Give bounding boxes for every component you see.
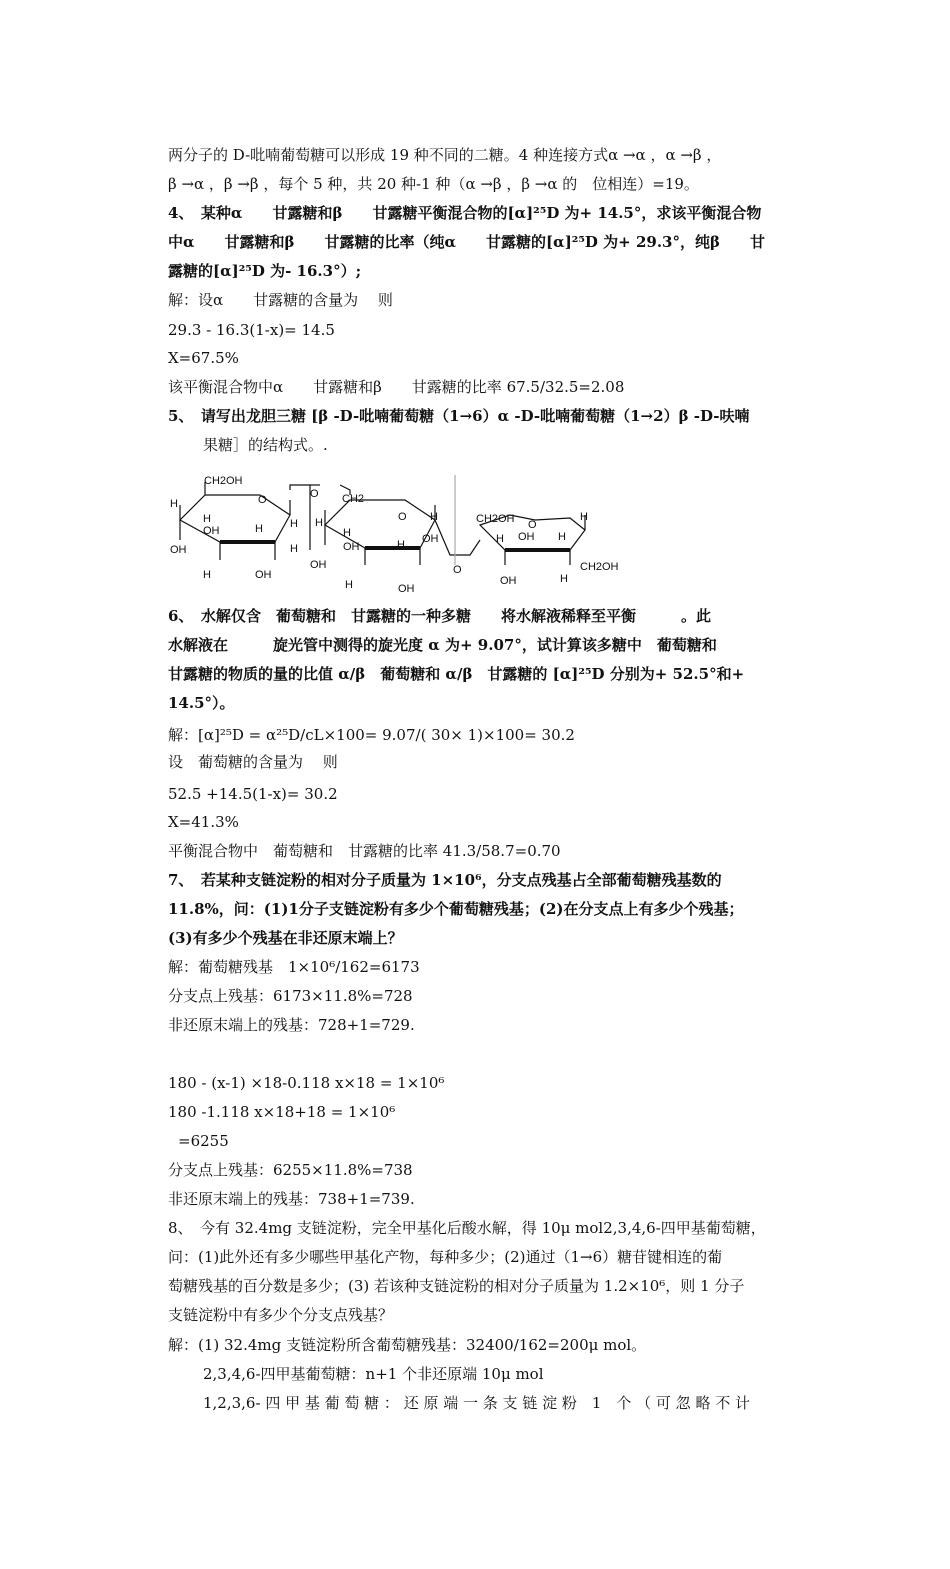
text-line: 解：[α]²⁵D = α²⁵D/cL×100= 9.07/( 30× 1)×100= 30.2 bbox=[168, 726, 575, 744]
ch2oh-label: CH2OH bbox=[476, 513, 515, 525]
ch2oh-label: CH2OH bbox=[204, 475, 243, 487]
text-line: 解：设α 甘露糖的含量为 则 bbox=[168, 291, 393, 309]
h-label: H bbox=[315, 517, 323, 529]
oh-label: OH bbox=[343, 541, 360, 553]
text-line: X=67.5% bbox=[168, 349, 239, 367]
text-line: 解：(1) 32.4mg 支链淀粉所含葡萄糖残基：32400/162=200μ mol。 bbox=[168, 1336, 647, 1354]
text-line: =6255 bbox=[178, 1132, 229, 1150]
h-label: H bbox=[345, 579, 353, 591]
text-line: 解：葡萄糖残基 1×10⁶/162=6173 bbox=[168, 958, 420, 976]
text-line: 1,2,3,6- 四 甲 基 葡 萄 糖 ： 还 原 端 一 条 支 链 淀 粉 1 个 （ 可 忽 略 不 计 bbox=[203, 1394, 750, 1412]
oh-label: OH bbox=[203, 525, 220, 537]
text-line: 29.3 - 16.3(1-x)= 14.5 bbox=[168, 321, 335, 339]
text-line: 分支点上残基：6173×11.8%=728 bbox=[168, 987, 413, 1005]
question-4-line-1: 4、 某种α 甘露糖和β 甘露糖平衡混合物的[α]²⁵D 为+ 14.5°，求该平衡混合物 bbox=[168, 204, 762, 222]
oh-label: OH bbox=[500, 575, 517, 587]
text-line: X=41.3% bbox=[168, 813, 239, 831]
h-label: H bbox=[560, 573, 568, 585]
bridge-oxygen-label: O bbox=[310, 488, 319, 500]
question-8-line-4: 支链淀粉中有多少个分支点残基？ bbox=[168, 1306, 394, 1324]
question-7-line-1: 7、 若某种支链淀粉的相对分子质量为 1×10⁶，分支点残基占全部葡萄糖残基数的 bbox=[168, 871, 722, 889]
text-line: 180 -1.118 x×18+18 = 1×10⁶ bbox=[168, 1103, 396, 1121]
question-6-line-3: 甘露糖的物质的量的比值 α/β 葡萄糖和 α/β 甘露糖的 [α]²⁵D 分别为+ 52.5°和+ bbox=[168, 665, 745, 683]
text-line: 180 - (x-1) ×18-0.118 x×18 = 1×10⁶ bbox=[168, 1074, 445, 1092]
question-5-line-2: 果糖］的结构式。. bbox=[203, 436, 328, 454]
h-label: H bbox=[558, 531, 566, 543]
oh-label: OH bbox=[518, 531, 535, 543]
question-6-line-4: 14.5°）。 bbox=[168, 694, 235, 712]
gentianose-structure-diagram bbox=[160, 470, 800, 600]
ring-oxygen-label: O bbox=[258, 494, 267, 506]
text-line: 该平衡混合物中α 甘露糖和β 甘露糖的比率 67.5/32.5=2.08 bbox=[168, 378, 625, 396]
question-7-line-3: (3)有多少个残基在非还原末端上？ bbox=[168, 929, 403, 947]
question-4-line-3: 露糖的[α]²⁵D 为- 16.3°）; bbox=[168, 262, 362, 280]
h-label: H bbox=[203, 513, 211, 525]
text-line: 2,3,4,6-四甲基葡萄糖：n+1 个非还原端 10μ mol bbox=[203, 1365, 544, 1383]
text-line: 两分子的 D-吡喃葡萄糖可以形成 19 种不同的二糖。4 种连接方式α →α ，α →β ， bbox=[168, 146, 722, 164]
h-label: H bbox=[343, 527, 351, 539]
h-label: H bbox=[290, 543, 298, 555]
question-8-line-2: 问：(1)此外还有多少哪些甲基化产物，每种多少；(2)通过（1→6）糖苷键相连的葡 bbox=[168, 1248, 723, 1266]
text-line: 设 葡萄糖的含量为 则 bbox=[168, 753, 338, 771]
ch2-label: CH2 bbox=[342, 493, 365, 505]
oh-label: OH bbox=[398, 583, 415, 595]
h-label: H bbox=[203, 569, 211, 581]
text-line: 52.5 +14.5(1-x)= 30.2 bbox=[168, 785, 338, 803]
h-label: H bbox=[580, 511, 588, 523]
question-5-line-1: 5、 请写出龙胆三糖 [β -D-吡喃葡萄糖（1→6）α -D-吡喃葡萄糖（1→2）β -D-呋喃 bbox=[168, 407, 750, 425]
question-4-line-2: 中α 甘露糖和β 甘露糖的比率（纯α 甘露糖的[α]²⁵D 为+ 29.3°，纯β 甘 bbox=[168, 233, 765, 251]
ring-oxygen-label: O bbox=[398, 511, 407, 523]
oh-label: OH bbox=[422, 533, 439, 545]
oh-label: OH bbox=[310, 559, 327, 571]
glycosidic-oxygen-label: O bbox=[453, 564, 462, 576]
text-line: 非还原末端上的残基：738+1=739. bbox=[168, 1190, 415, 1208]
text-line: 非还原末端上的残基：728+1=729. bbox=[168, 1016, 415, 1034]
text-line: 分支点上残基：6255×11.8%=738 bbox=[168, 1161, 413, 1179]
oh-label: OH bbox=[170, 544, 187, 556]
ch2oh-label: CH2OH bbox=[580, 561, 619, 573]
h-label: H bbox=[255, 523, 263, 535]
oh-label: OH bbox=[255, 569, 272, 581]
question-8-line-3: 萄糖残基的百分数是多少；(3) 若该种支链淀粉的相对分子质量为 1.2×10⁶，则 1 分子 bbox=[168, 1277, 745, 1295]
question-8-line-1: 8、 今有 32.4mg 支链淀粉，完全甲基化后酸水解，得 10μ mol2,3,4,6-四甲基葡萄糖， bbox=[168, 1219, 766, 1237]
text-line: β →α ，β →β ，每个 5 种，共 20 种-1 种（α →β ，β →α 的 位相连）=19。 bbox=[168, 175, 699, 193]
h-label: H bbox=[496, 533, 504, 545]
question-6-line-1: 6、 水解仅含 葡萄糖和 甘露糖的一种多糖 将水解液稀释至平衡 。此 bbox=[168, 607, 711, 625]
h-label: H bbox=[397, 539, 405, 551]
h-label: H bbox=[430, 511, 438, 523]
h-label: H bbox=[290, 518, 298, 530]
ring-oxygen-label: O bbox=[528, 519, 537, 531]
question-7-line-2: 11.8%，问：(1)1分子支链淀粉有多少个葡萄糖残基；(2)在分支点上有多少个残基； bbox=[168, 900, 744, 918]
question-6-line-2: 水解液在 旋光管中测得的旋光度 α 为+ 9.07°，试计算该多糖中 葡萄糖和 bbox=[168, 636, 717, 654]
h-label: H bbox=[170, 498, 178, 510]
text-line: 平衡混合物中 葡萄糖和 甘露糖的比率 41.3/58.7=0.70 bbox=[168, 842, 561, 860]
